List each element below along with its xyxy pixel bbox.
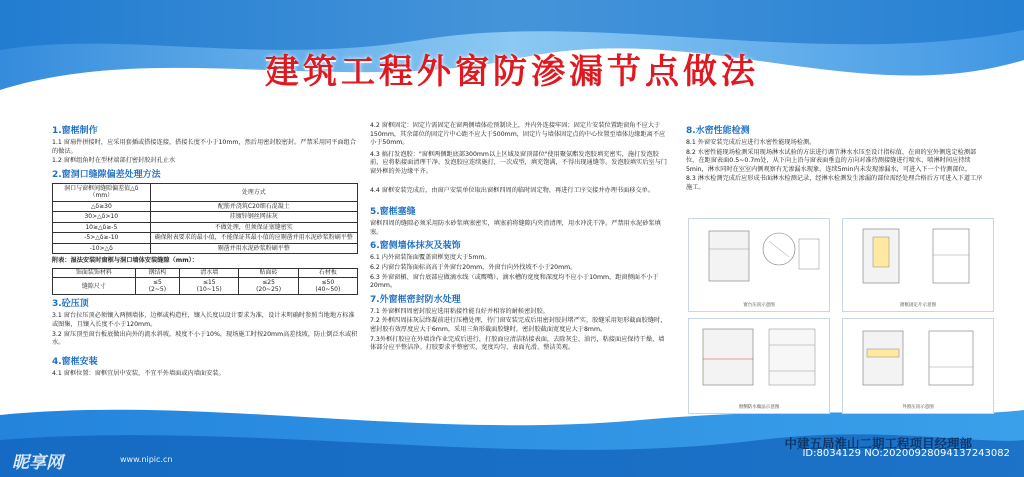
section-6-text-1: 6.1 内外窗装饰面覆盖窗框宽度大于5mm。 xyxy=(370,254,491,262)
section-4-text-2: 4.2 窗框固定：固定片需固定在窗两侧墙体砼预制块上，并内外连接牢固；固定片安装位置距窗角不应大于150mm，其余部位的固定片中心距不应大于500mm，固定片与墙体固定点的中心位置至墙体边缘距离不应小于50mm。 xyxy=(370,122,666,147)
diagram-2 xyxy=(842,218,994,312)
watermark-url: www.nipic.cn xyxy=(120,455,173,464)
gap-max: ≤50 xyxy=(321,278,335,286)
section-8-text-1: 8.1 外窗安装完成后应进行水密性能现场检测。 xyxy=(686,139,816,146)
gap-max: ≤25 xyxy=(262,278,275,286)
section-3-text-1: 3.1 窗台拉压顶必须镶入两侧墙体，边框或构造柱，镶入长度以设计要求为准，设计未明确时参照当地地方标准或图集，且镶入长度不小于120mm。 xyxy=(52,312,355,328)
table-cell: 挂镀锌钢丝网抹灰 xyxy=(150,212,357,223)
table-header-row xyxy=(53,183,358,201)
table-header: 饰面装饰材料 xyxy=(53,268,136,278)
diagram-2-drawing xyxy=(843,219,993,299)
section-6-heading: 6.窗侧墙体抹灰及装饰 xyxy=(370,241,461,252)
section-4-text-3: 4.3 搞打发泡胶："窗框两侧距底部300mm以上区域及窗顶部位"使用聚氨酯发泡胶填充密实，施打发泡胶前，应将粘接面清理干净，发泡胶应连续施打，一次成型，填充饱满，不得出现通缝等。发泡胶填实后室与门窗外框的外边缘平齐。 xyxy=(370,150,667,175)
section-7-text-3: 7.3外框打胶应在外墙涂作业完成后进行，打胶面应清洁粘接表面，去除灰尘、油污，粘接面应保持干燥，墙体部分应平整洁净。打胶要求平整密实，宽度均匀、表面光滑、整洁美观。 xyxy=(370,335,665,352)
section-5-heading: 5.窗框塞缝 xyxy=(370,207,416,218)
section-7-text-2: 7.2 外框四周抹灰层终凝前进行压槽处理，待门窗安装完成后用密封胶封堵严实，胶缝采用矩形截面胶缝时，密封胶有效厚度应大于6mm，采用三角形截面胶缝时，密封胶截面宽度应大于8mm。 xyxy=(370,317,667,333)
table-header: 洞口与窗框间缝隙偏差值△δ（mm） xyxy=(53,183,151,201)
section-4-text-4: 4.4 窗框安装完成后，由窗户安装单位取出窗框四周的临时固定物，再进行工序交接并办理书面移交单。 xyxy=(370,186,655,194)
table-cell: -10>△δ xyxy=(53,243,151,254)
diagram-4 xyxy=(842,318,994,414)
gap-max: ≤15 xyxy=(202,278,216,286)
section-2-heading: 2.窗洞口缝隙偏差处理方法 xyxy=(52,169,161,180)
table-row xyxy=(53,243,358,254)
attach-note: 附表：湿法安装时窗框与洞口墙体安装缝隙（mm）： xyxy=(52,257,198,265)
diagram-3-drawing xyxy=(689,319,829,401)
table-cell xyxy=(135,278,180,295)
diagram-1 xyxy=(688,218,830,312)
diagram-caption: 外窗压顶示意图 xyxy=(902,405,934,410)
table-cell: -5>△δ≥-10 xyxy=(53,233,151,244)
table-cell: 缝隙尺寸 xyxy=(53,278,136,295)
diagram-caption: 窗台压顶示意图 xyxy=(743,303,775,308)
section-4-heading: 4.窗框安装 xyxy=(52,356,98,367)
table-row xyxy=(53,278,358,295)
diagram-3 xyxy=(688,318,830,414)
diagram-1-drawing xyxy=(689,219,829,299)
table-row xyxy=(53,212,358,223)
table-header: 钢结构 xyxy=(135,268,180,278)
diagram-caption: 窗侧防水做法示意图 xyxy=(738,405,780,410)
section-6-text-3: 6.3 外窗窗楣、窗台底部应做滴水线（或鹰嘴），滴水槽的宽度和深度均不应小于10mm，距窗侧面不小于20mm。 xyxy=(370,273,659,290)
table-header: 贴面砖 xyxy=(239,268,298,278)
gap-range: (10~15) xyxy=(196,286,222,294)
gap-range: (20~25) xyxy=(256,286,282,294)
gap-max: ≤5 xyxy=(152,278,162,286)
section-7-text-1: 7.1 外窗框四周密封胶应选用粘接性能良好并相容的耐候密封胶。 xyxy=(370,307,549,315)
section-1-text-1: 1.1 窗扇件拼接时，应采用套插或搭接连接，搭接长度不小于10mm，然后用密封胶密封。严禁采用同平面组合的做法。 xyxy=(52,139,356,155)
section-4-text-1: 4.1 窗框位置：窗框宜居中安装，不宜平外墙面或内墙面安装。 xyxy=(52,369,225,377)
section-6-text-2: 6.2 内窗台装饰面标高高于外窗台20mm，外窗台向外找坡不小于20mm。 xyxy=(370,263,577,271)
table-cell xyxy=(298,278,357,295)
detail-diagrams xyxy=(688,218,992,412)
section-3-text-2: 3.2 窗压顶至窗台板底做出向外的流水斜坡，坡度不小于10%，现场施工时按20mm高差找坡，防止倒泛水或积水。 xyxy=(52,330,358,347)
watermark-logo: 昵享网 xyxy=(12,453,63,473)
table-header: 清水墙 xyxy=(180,268,239,278)
table-cell xyxy=(180,278,239,295)
image-id-line: ID:8034129 NO:20200928094137243082 xyxy=(802,448,1010,459)
table-row xyxy=(53,201,358,212)
page-title: 建筑工程外窗防渗漏节点做法 xyxy=(265,52,759,92)
diagram-4-drawing xyxy=(843,319,993,401)
column-left xyxy=(52,122,358,379)
table-header: 石材板 xyxy=(298,268,357,278)
table-cell: 剔凿并用水泥砂浆粉刷平整 xyxy=(150,243,357,254)
section-8-text-2: 8.2 水密性能现场检测采用现场淋水试验的方法进行调节淋水水压至设计指标值，在窗的室外侧选定检测部位，在距窗表面0.5~0.7m处，从下向上沿与窗表面垂直的方向对准待测接缝进行喷水，喷淋时间应持续5min，淋水同时在室室内侧观察有无渗漏水现象，连续5min内未发现渗漏水，可进入下一个待测部位。 xyxy=(686,148,977,173)
diagram-caption: 窗框固定片示意图 xyxy=(900,303,936,308)
table-cell: 配筋并浇筑C20细石混凝土 xyxy=(150,201,357,212)
section-3-heading: 3.砼压顶 xyxy=(52,299,89,310)
table-cell xyxy=(239,278,298,295)
table-row xyxy=(53,222,358,233)
table-cell: 30>△δ>10 xyxy=(53,212,151,223)
table-row xyxy=(53,233,358,244)
section-1-text-2: 1.2 窗框组角时在型材端部打密封胶封孔止水 xyxy=(52,157,176,165)
section-7-heading: 7.外窗框密封防水处理 xyxy=(370,294,461,305)
gap-deviation-table xyxy=(52,183,358,255)
gap-range: (2~5) xyxy=(148,286,167,294)
table-cell: △δ≥30 xyxy=(53,201,151,212)
gap-range: (40~50) xyxy=(315,286,341,294)
table-cell: 10≥△δ≥-5 xyxy=(53,222,151,233)
section-8-heading: 8.水密性能检测 xyxy=(686,126,750,136)
table-cell: 不做处理，但须保证塞缝密实 xyxy=(150,222,357,233)
project-organization: 中建五局淮山二期工程项目经理部 xyxy=(784,436,972,451)
column-middle xyxy=(370,122,670,354)
table-header: 处理方式 xyxy=(150,183,357,201)
table-header-row xyxy=(53,268,358,278)
table-cell: 确保附表要求的最小值，不能保证其最小值的应剔凿并用水泥砂浆粉刷平整 xyxy=(150,233,357,244)
section-8-text-3: 8.3 淋水检测完成后应形成书面淋水检测记录，经淋水检测发生渗漏的部位需经处理合格后方可进入下道工序施工。 xyxy=(686,175,983,191)
column-right xyxy=(686,122,986,194)
section-5-text-1: 窗框四周的缝隙必须采用防水砂浆填塞密实，填塞前将缝隙内夹渣清理，用水冲洗干净。严禁用水泥砂浆填塞。 xyxy=(370,220,661,236)
section-1-heading: 1.窗框制作 xyxy=(52,126,98,136)
install-gap-table xyxy=(52,268,358,296)
